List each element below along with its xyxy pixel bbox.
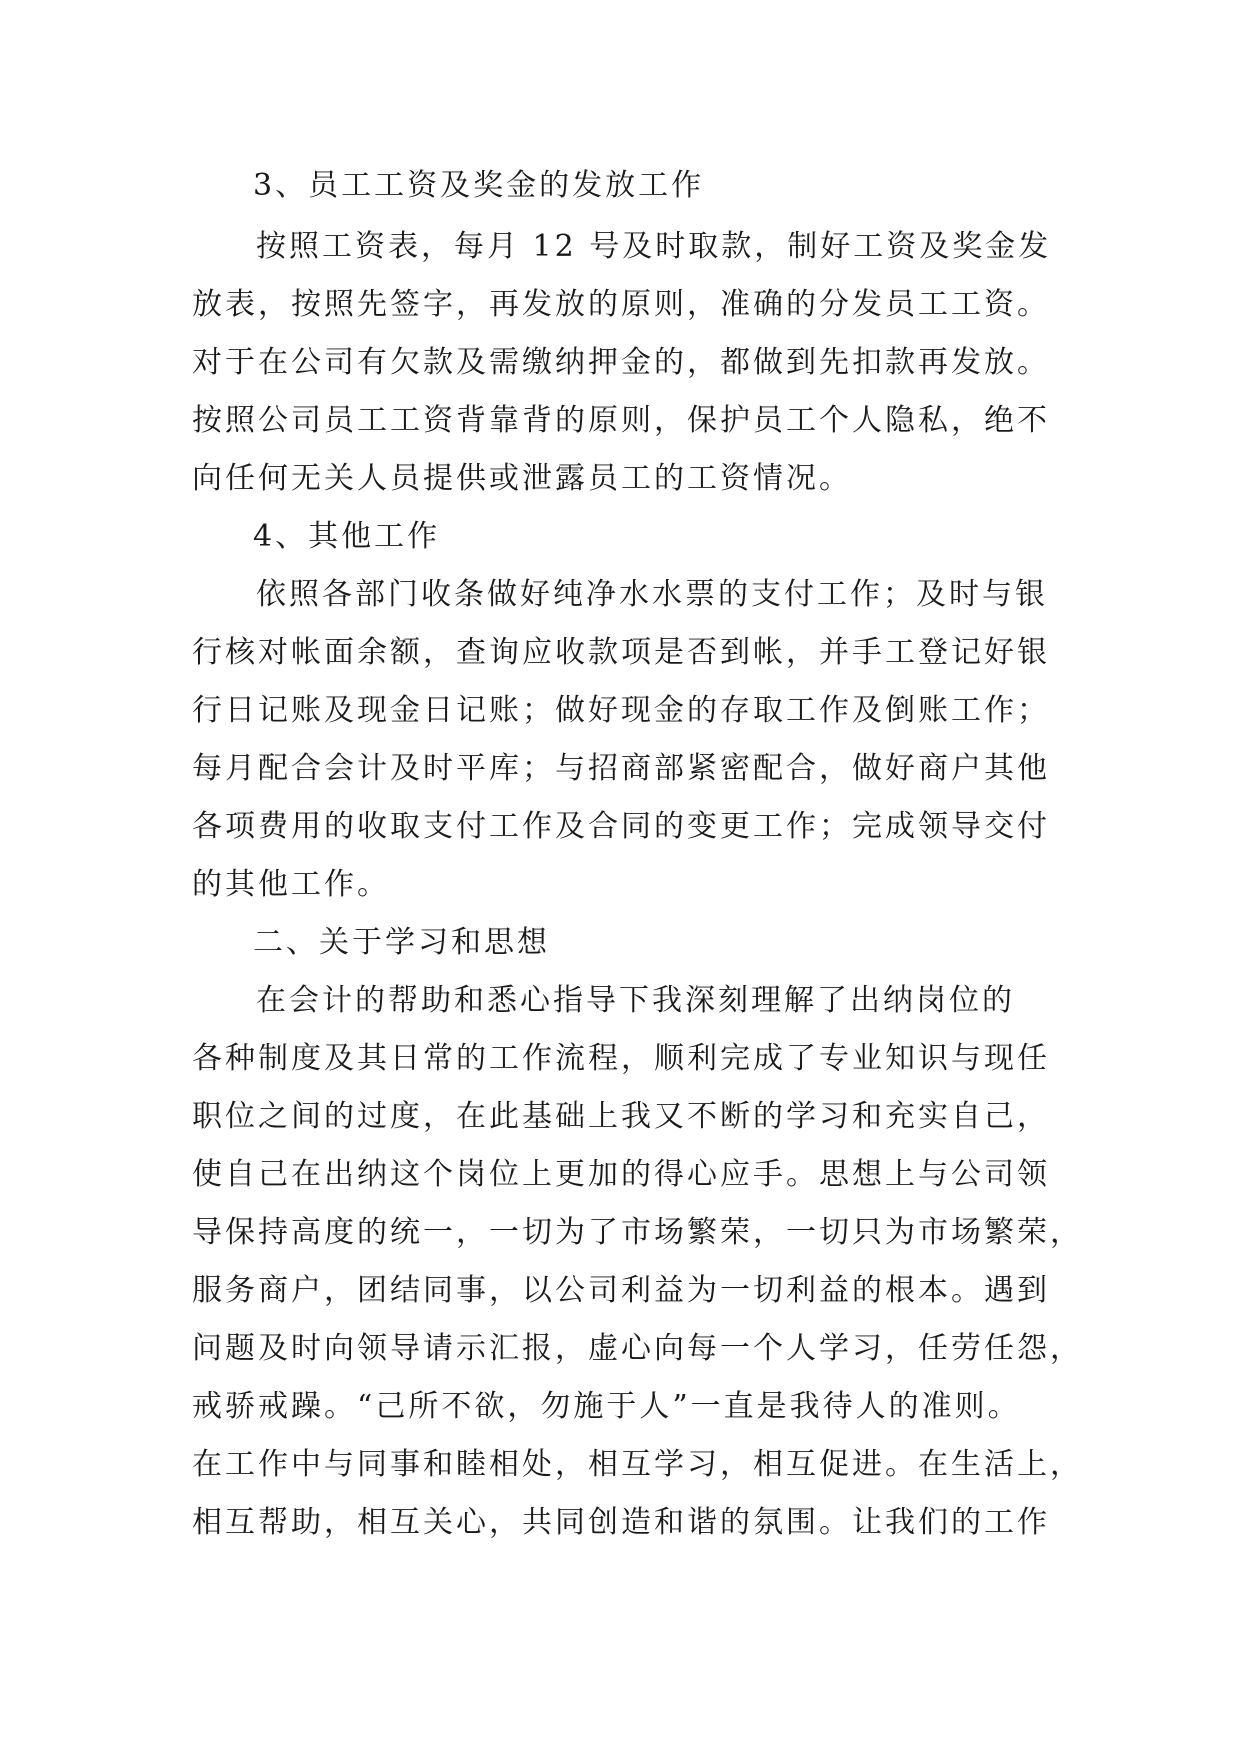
paragraph-line: 每月配合会计及时平库；与招商部紧密配合，做好商户其他 <box>192 751 1050 786</box>
paragraph-line: 使自己在出纳这个岗位上更加的得心应手。思想上与公司领 <box>192 1157 1050 1192</box>
paragraph-line: 导保持高度的统一，一切为了市场繁荣，一切只为市场繁荣， <box>192 1215 1083 1250</box>
section-heading-study: 二、关于学习和思想 <box>253 925 550 960</box>
paragraph-line: 职位之间的过度，在此基础上我又不断的学习和充实自己， <box>192 1099 1050 1134</box>
paragraph-line: 对于在公司有欠款及需缴纳押金的，都做到先扣款再发放。 <box>192 345 1050 380</box>
section-heading-salary: 3、员工工资及奖金的发放工作 <box>253 168 705 203</box>
paragraph-line: 相互帮助，相互关心，共同创造和谐的氛围。让我们的工作 <box>192 1505 1050 1540</box>
paragraph-line: 按照公司员工工资背靠背的原则，保护员工个人隐私，绝不 <box>192 403 1050 438</box>
paragraph-line: 依照各部门收条做好纯净水水票的支付工作；及时与银 <box>256 577 1048 612</box>
paragraph-line: 向任何无关人员提供或泄露员工的工资情况。 <box>192 461 852 496</box>
paragraph-line: 各种制度及其日常的工作流程，顺利完成了专业知识与现任 <box>192 1041 1050 1076</box>
section-heading-other-work: 4、其他工作 <box>253 519 441 554</box>
paragraph-line: 戒骄戒躁。“己所不欲，勿施于人”一直是我待人的准则。 <box>192 1389 1021 1424</box>
paragraph-line: 各项费用的收取支付工作及合同的变更工作；完成领导交付 <box>192 809 1050 844</box>
paragraph-line: 行核对帐面余额，查询应收款项是否到帐，并手工登记好银 <box>192 635 1050 670</box>
paragraph-line: 的其他工作。 <box>192 867 390 902</box>
paragraph-line: 按照工资表，每月 12 号及时取款，制好工资及奖金发 <box>256 229 1052 264</box>
paragraph-line: 放表，按照先签字，再发放的原则，准确的分发员工工资。 <box>192 287 1050 322</box>
paragraph-line: 服务商户，团结同事，以公司利益为一切利益的根本。遇到 <box>192 1273 1050 1308</box>
paragraph-line: 问题及时向领导请示汇报，虚心向每一个人学习，任劳任怨， <box>192 1331 1083 1366</box>
paragraph-line: 在会计的帮助和悉心指导下我深刻理解了出纳岗位的 <box>256 983 1015 1018</box>
paragraph-line: 行日记账及现金日记账；做好现金的存取工作及倒账工作； <box>192 693 1050 728</box>
paragraph-line: 在工作中与同事和睦相处，相互学习，相互促进。在生活上， <box>192 1447 1083 1482</box>
